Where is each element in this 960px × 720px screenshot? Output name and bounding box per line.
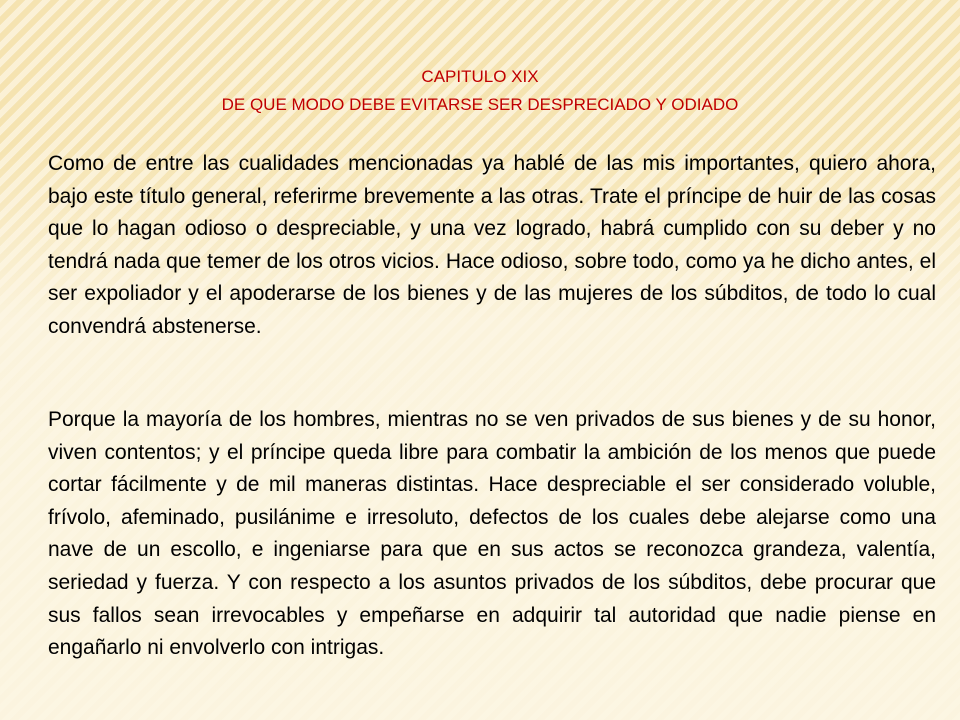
body-paragraph-1: Como de entre las cualidades mencionadas ya hablé de las mis importantes, quiero ahora, bajo este título general, referirme brevemente a las otras. Trate el príncipe de huir de las cosas que lo hagan odioso o despreciable, y una vez logrado, habrá cumplido con su deber y no tendrá nada que temer de los otros vicios. Hace odioso, sobre todo, como ya he dicho antes, el ser expoliador y el apoderarse de los bienes y de las mujeres de los súbditos, de todo lo cual convendrá abstenerse. [48,152,936,338]
chapter-title: DE QUE MODO DEBE EVITARSE SER DESPRECIADO Y ODIADO [221,95,739,114]
body-paragraph-2: Porque la mayoría de los hombres, mientras no se ven privados de sus bienes y de su honor, viven contentos; y el príncipe queda libre para combatir la ambición de los menos que puede cortar fácilmente y de mil maneras distintas. Hace despreciable el ser considerado voluble, frívolo, afeminado, pusilánime e irresoluto, defectos de los cuales debe alejarse como una nave de un escollo, e ingeniarse para que en sus actos se reconozca grandeza, valentía, seriedad y fuerza. Y con respecto a los asuntos privados de los súbditos, debe procurar que sus fallos sean irrevocables y empeñarse en adquirir tal autoridad que nadie piense en engañarlo ni envolverlo con intrigas. [48,408,936,660]
chapter-heading: CAPITULO XIX [421,67,539,86]
